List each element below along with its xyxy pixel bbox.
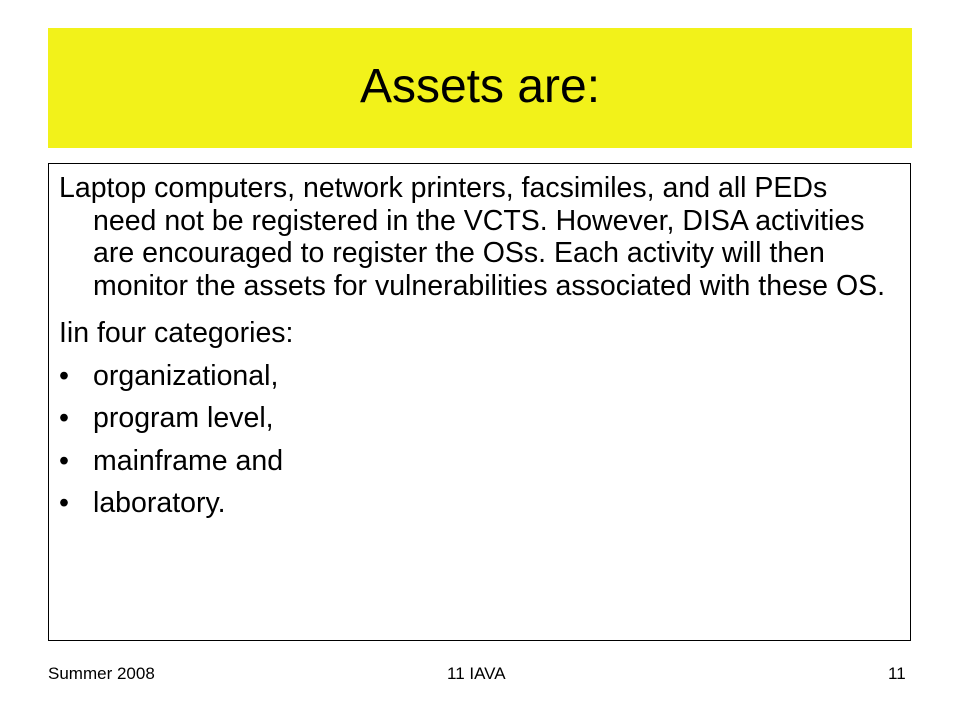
list-item bbox=[59, 402, 896, 435]
list-item-label: laboratory. bbox=[93, 487, 226, 519]
bullet-icon: • bbox=[59, 402, 69, 434]
body-paragraph: Laptop computers, network printers, facsimiles, and all PEDs need not be registered in the VCTS. However, DISA activities are encouraged to register the OSs. Each activity will then monitor the assets for vulnerabilities associated with these OS. bbox=[59, 172, 886, 302]
list-item bbox=[59, 445, 896, 478]
content-box bbox=[48, 163, 911, 641]
categories-intro: Iin four categories: bbox=[59, 317, 294, 349]
category-list bbox=[59, 360, 896, 520]
slide-title: Assets are: bbox=[359, 60, 601, 113]
slide-number: 11 bbox=[888, 664, 906, 683]
bullet-icon: • bbox=[59, 487, 69, 519]
list-item bbox=[59, 360, 896, 393]
title-banner bbox=[48, 28, 912, 148]
list-item-label: organizational, bbox=[93, 359, 279, 392]
list-item-label: program level, bbox=[93, 402, 274, 434]
list-item-label: mainframe and bbox=[93, 444, 284, 477]
bullet-icon: • bbox=[59, 359, 69, 392]
list-item bbox=[59, 487, 896, 520]
footer-date: Summer 2008 bbox=[48, 664, 155, 683]
bullet-icon: • bbox=[59, 444, 69, 477]
footer-course: 11 IAVA bbox=[447, 664, 506, 683]
